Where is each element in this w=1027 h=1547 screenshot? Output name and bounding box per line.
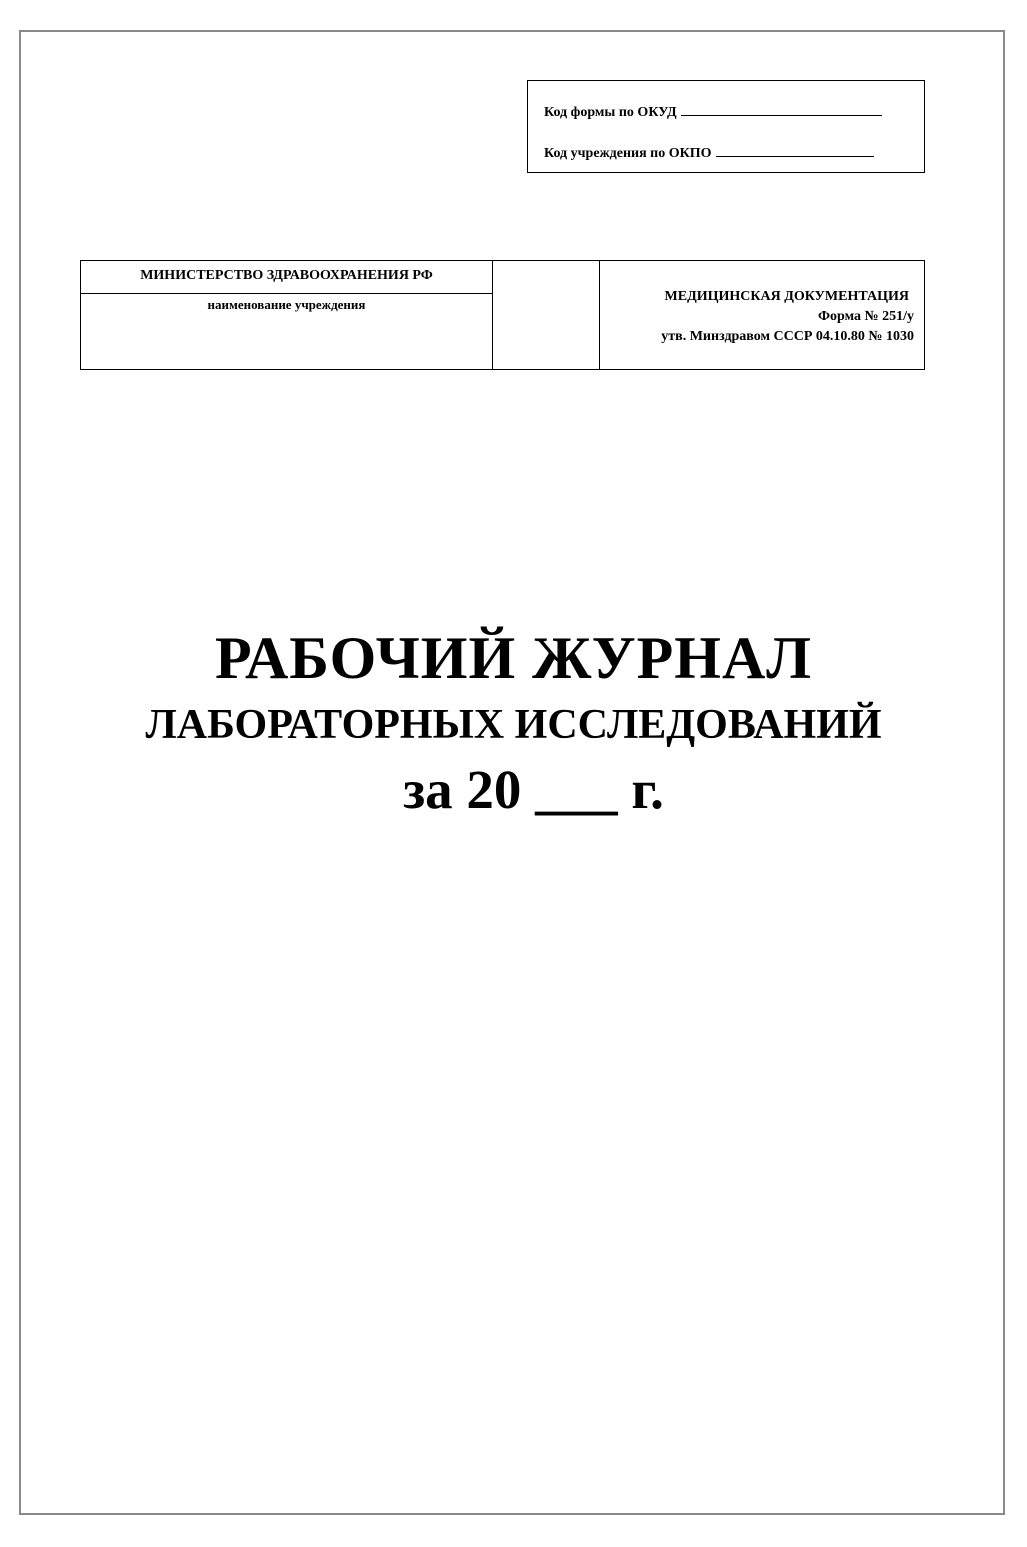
- ministry-name: МИНИСТЕРСТВО ЗДРАВООХРАНЕНИЯ РФ: [140, 268, 433, 283]
- okpo-blank-field[interactable]: [716, 144, 874, 157]
- journal-subtitle: ЛАБОРАТОРНЫХ ИССЛЕДОВАНИЙ: [145, 702, 882, 748]
- okud-blank-field[interactable]: [681, 103, 882, 116]
- approval-note: утв. Минздравом СССР 04.10.80 № 1030: [661, 329, 914, 344]
- header-table: [80, 260, 925, 370]
- column-divider-1: [492, 261, 493, 369]
- medical-documentation-block: [599, 287, 926, 347]
- journal-year: за 20 ___ г.: [403, 759, 664, 820]
- ministry-divider: [81, 293, 492, 294]
- okpo-code-line: [544, 144, 874, 162]
- okud-code-line: [544, 103, 882, 121]
- form-codes-box: [527, 80, 925, 173]
- okpo-label: Код учреждения по ОКПО: [544, 146, 712, 161]
- institution-caption: наименование учреждения: [207, 297, 366, 312]
- okud-label: Код формы по ОКУД: [544, 105, 677, 120]
- journal-title: РАБОЧИЙ ЖУРНАЛ: [215, 625, 812, 691]
- med-doc-label: МЕДИЦИНСКАЯ ДОКУМЕНТАЦИЯ: [664, 289, 909, 304]
- form-number: Форма № 251/у: [818, 309, 914, 324]
